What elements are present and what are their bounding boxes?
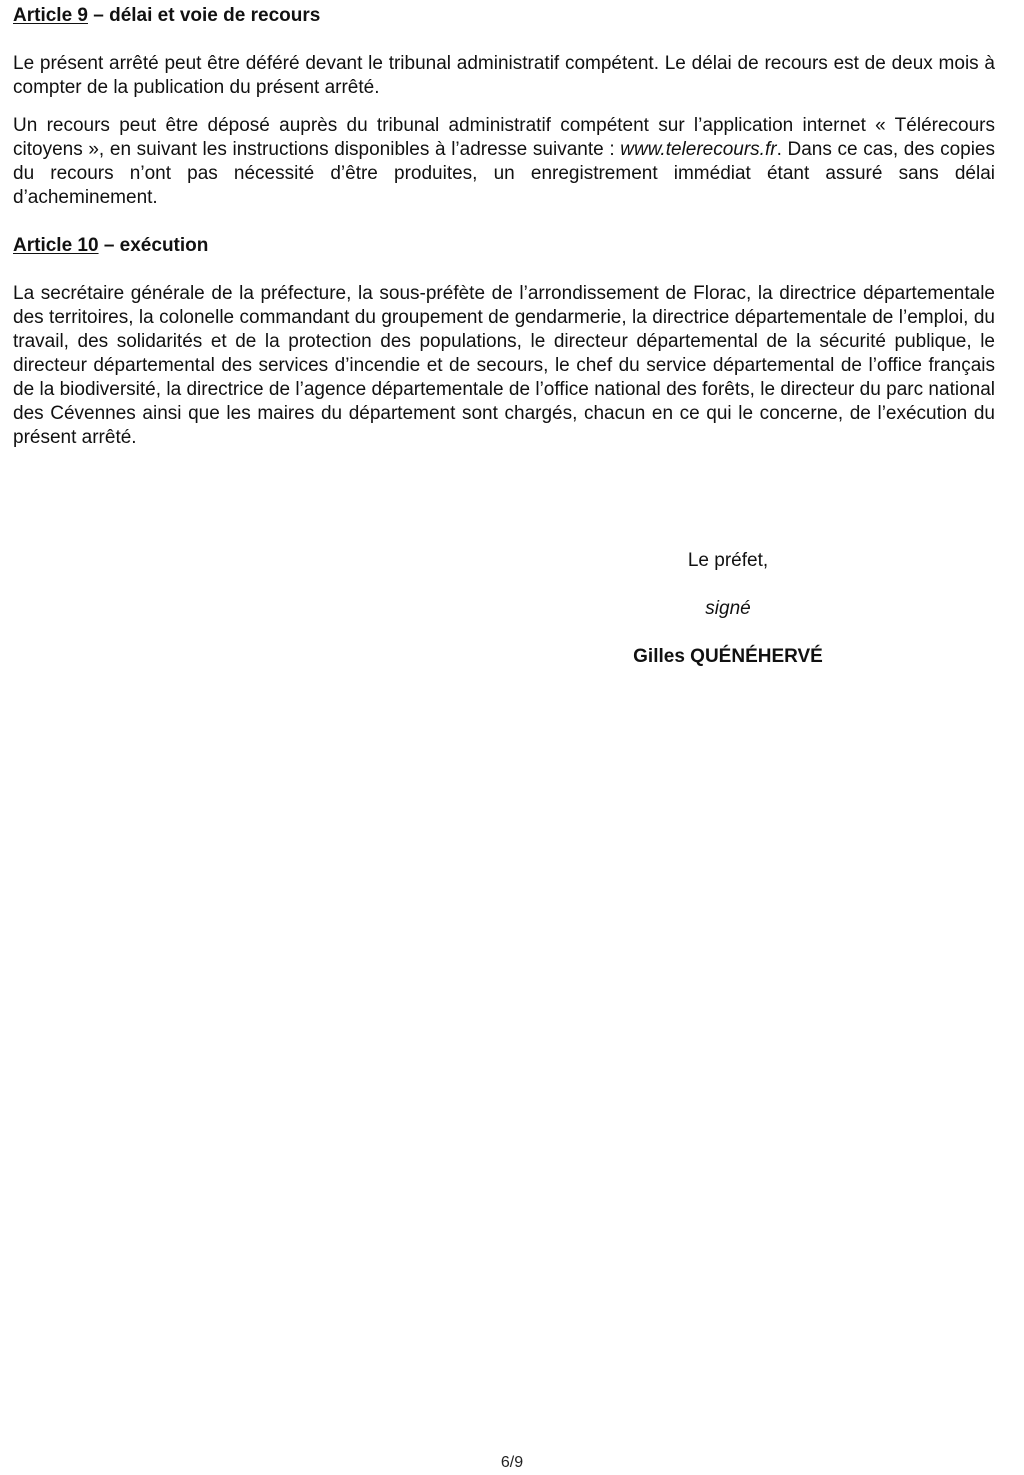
article-9-title: – délai et voie de recours xyxy=(87,5,321,26)
signatory-name: Gilles QUÉNÉHERVÉ xyxy=(633,646,823,667)
article-9-paragraph-1: Le présent arrêté peut être déféré devant le tribunal administratif compétent. Le délai de recours est de deux mois à compter de la publication du présent arrêté. xyxy=(13,53,995,98)
article-9-heading xyxy=(13,4,995,28)
signature-signed: signé xyxy=(705,598,751,619)
telerecours-link: www.telerecours.fr xyxy=(620,139,777,160)
article-10-title: – exécution xyxy=(98,235,209,256)
article-9-paragraph-2-start: Un recours peut être déposé auprès du tribunal administratif compétent sur l’application internet « Télérecours citoyens », en suivant les instructions disponibles à l’adresse suivante : xyxy=(13,115,995,160)
article-10-heading xyxy=(13,234,995,258)
page-number: 6/9 xyxy=(500,1454,524,1471)
document-page xyxy=(13,4,995,450)
article-10-number: Article 10 xyxy=(13,235,99,256)
signature-title: Le préfet, xyxy=(687,550,769,571)
article-9-paragraph-2-end: . Dans ce cas, des copies du recours n’ont pas nécessité d’être produites, un enregistrement immédiat étant assuré sans délai d’acheminement. xyxy=(13,139,996,208)
article-9-number: Article 9 xyxy=(13,5,88,26)
article-10-paragraph-1: La secrétaire générale de la préfecture, la sous-préfète de l’arrondissement de Florac, la directrice départementale des territoires, la colonelle commandant du groupement de gendarmerie, la directrice départementale de l’emploi, du travail, des solidarités et de la protection des populations, le directeur départemental de la sécurité publique, le directeur départemental des services d’incendie et de secours, le chef du service départemental de l’office français de la biodiversité, la directrice de l’agence départementale de l’office national des forêts, le directeur du parc national des Cévennes ainsi que les maires du département sont chargés, chacun en ce qui le concerne, de l’exécution du présent arrêté. xyxy=(13,283,995,448)
article-9-paragraph-2 xyxy=(13,114,995,210)
